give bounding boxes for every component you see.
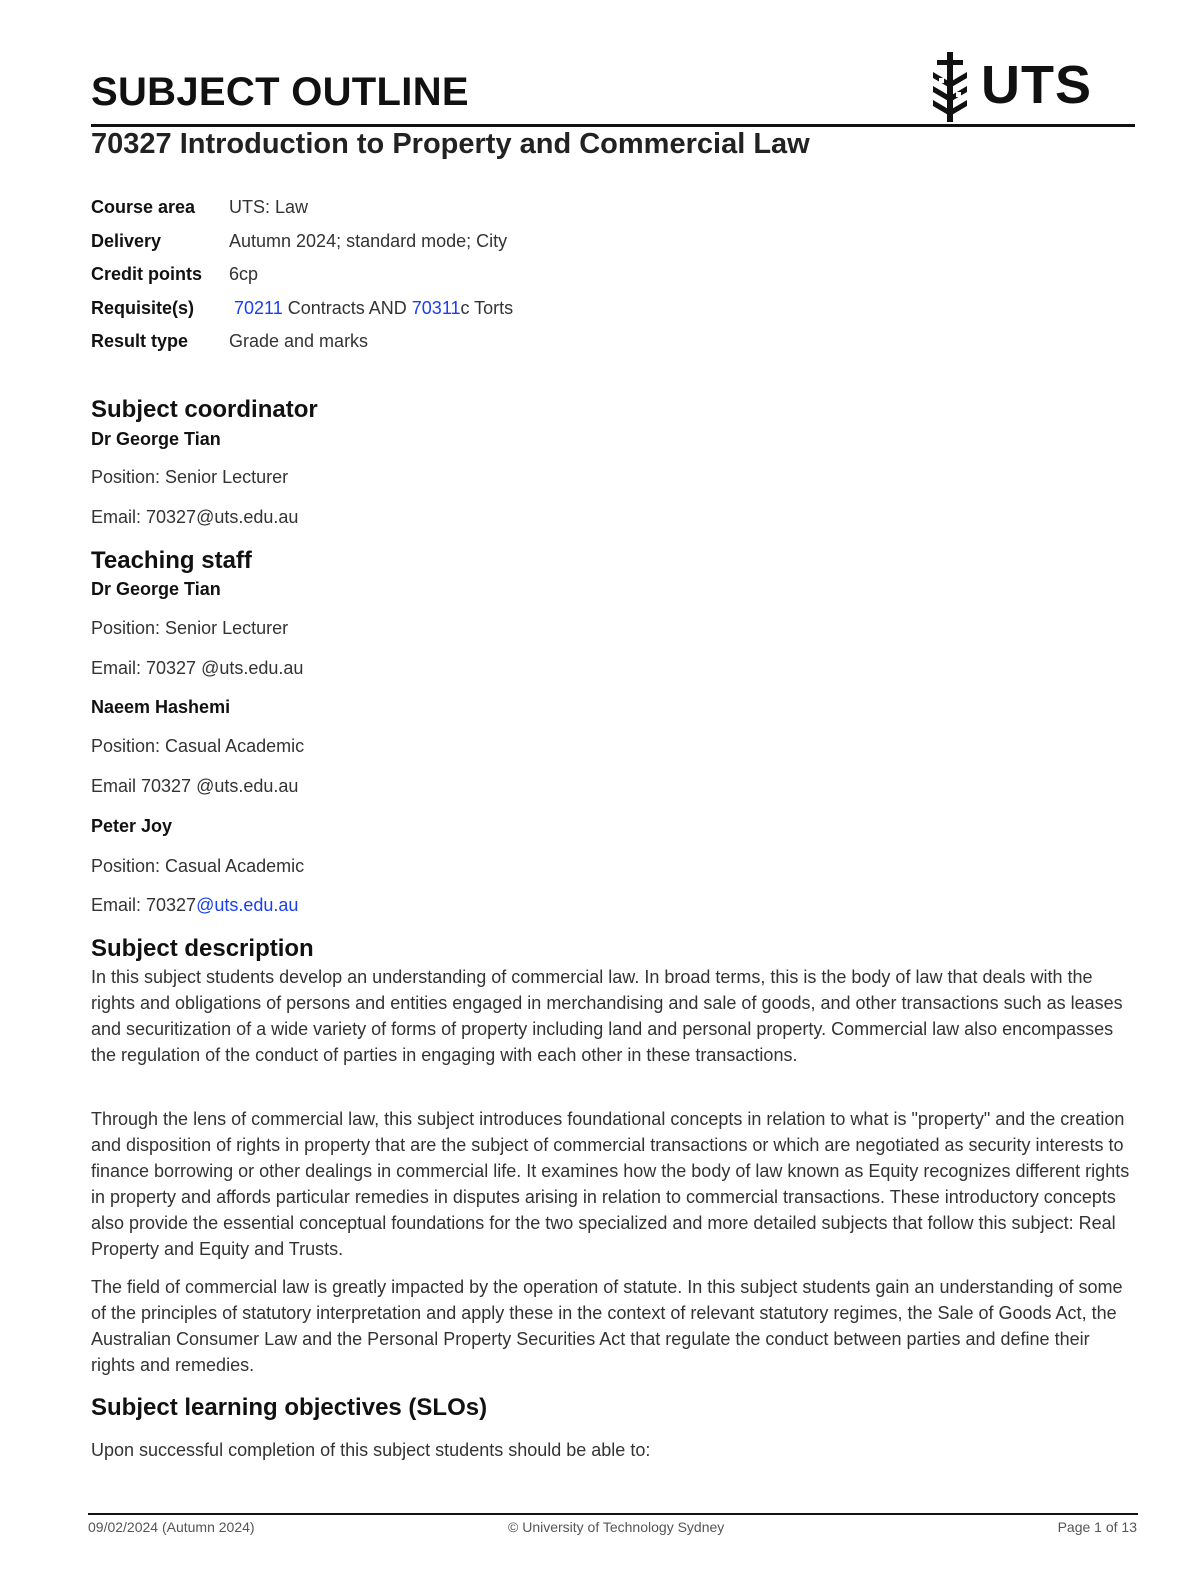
meta-row-requisites: [91, 296, 513, 330]
coordinator-position: Position: Senior Lecturer: [91, 467, 289, 487]
requisite-link-70211[interactable]: 70211: [234, 297, 283, 318]
meta-row-course-area: [91, 195, 513, 229]
staff-position: Position: Senior Lecturer: [91, 618, 289, 638]
meta-label: Delivery: [91, 230, 162, 251]
subject-title: 70327 Introduction to Property and Commercial Law: [91, 128, 810, 160]
logo-text: UTS: [981, 55, 1092, 115]
meta-label: Requisite(s): [91, 297, 195, 318]
footer-copyright: © University of Technology Sydney: [508, 1519, 725, 1535]
slos-heading: Subject learning objectives (SLOs): [91, 1394, 488, 1421]
staff-email: Email: 70327 @uts.edu.au: [91, 658, 304, 678]
slos-intro: Upon successful completion of this subject students should be able to:: [91, 1440, 651, 1460]
footer-date: 09/02/2024 (Autumn 2024): [88, 1519, 255, 1535]
meta-label: Credit points: [91, 264, 202, 284]
staff-name: Peter Joy: [91, 816, 173, 836]
staff-email: Email 70327 @uts.edu.au: [91, 776, 299, 796]
staff-position: Position: Casual Academic: [91, 856, 305, 876]
requisite-link-70311[interactable]: 70311: [411, 297, 461, 318]
coordinator-email: Email: 70327@uts.edu.au: [91, 507, 299, 527]
document-page: [88, 0, 1137, 1590]
description-paragraph: In this subject students develop an understanding of commercial law. In broad terms, this is the body of law that deals with the rights and obligations of persons and entities engaged in merchandising and sale of goods, and other transactions such as leases and securitization of a wide variety of forms of property including land and personal property. Commercial law also encompasses the regulation of the conduct of parties in engaging with each other in these transactions.: [91, 967, 1123, 1065]
meta-value: Grade and marks: [229, 331, 369, 351]
staff-name: Dr George Tian: [91, 579, 221, 599]
meta-row-result-type: [91, 329, 513, 363]
staff-email-link[interactable]: @uts.edu.au: [196, 895, 299, 915]
uts-logo: [929, 52, 1099, 122]
footer-page-number: Page 1 of 13: [1057, 1519, 1137, 1535]
meta-value: Autumn 2024; standard mode; City: [229, 230, 508, 251]
staff-email: [91, 895, 298, 916]
footer-rule: [88, 1513, 1138, 1515]
meta-row-credit-points: [91, 262, 513, 296]
staff-position: Position: Casual Academic: [91, 736, 305, 756]
document-title: SUBJECT OUTLINE: [91, 70, 469, 114]
header-rule: [91, 124, 1135, 127]
meta-value: [229, 296, 513, 330]
coordinator-heading: Subject coordinator: [91, 396, 318, 423]
staff-email-prefix: Email: 70327: [91, 895, 197, 915]
staff-name: Naeem Hashemi: [91, 697, 231, 717]
meta-row-delivery: [91, 229, 513, 263]
description-paragraph: The field of commercial law is greatly impacted by the operation of statute. In this subject students gain an understanding of some of the principles of statutory interpretation and apply these in the context of relevant statutory regimes, the Sale of Goods Act, the Australian Consumer Law and the Personal Property Securities Act that regulate the conduct between parties and define their rights and remedies.: [91, 1277, 1123, 1375]
requisite-text: c Torts: [460, 297, 514, 318]
meta-value: 6cp: [229, 264, 259, 284]
requisite-text: Contracts AND: [282, 297, 412, 318]
meta-label: Result type: [91, 331, 189, 351]
teaching-staff-heading: Teaching staff: [91, 547, 252, 574]
description-heading: Subject description: [91, 935, 314, 962]
uts-emblem-icon: [929, 52, 971, 122]
meta-label: Course area: [91, 197, 196, 217]
description-paragraph: Through the lens of commercial law, this subject introduces foundational concepts in relation to what is "property" and the creation and disposition of rights in property that are the subject of commercial transactions or which are negotiated as security interests to finance borrowing or other dealings in commercial life. It examines how the body of law known as Equity recognizes different rights in property and affords particular remedies in disputes arising in relation to commercial transactions. These introductory concepts also provide the essential conceptual foundations for the two specialized and more detailed subjects that follow this subject: Real Property and Equity and Trusts.: [91, 1109, 1130, 1259]
meta-value: UTS: Law: [229, 197, 309, 217]
coordinator-name: Dr George Tian: [91, 429, 221, 449]
subject-meta-table: [91, 195, 513, 363]
